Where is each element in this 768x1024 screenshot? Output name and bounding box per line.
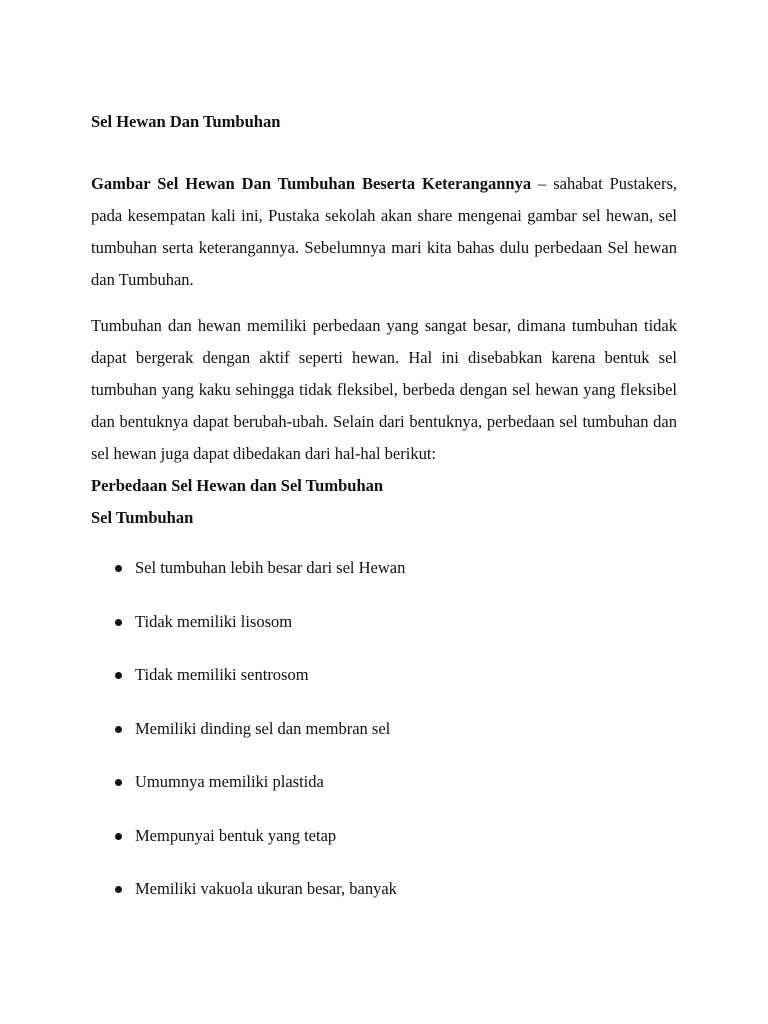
list-item	[91, 552, 677, 606]
list-item	[91, 820, 677, 874]
list-item	[91, 713, 677, 767]
list-item-text: Memiliki dinding sel dan membran sel	[135, 718, 391, 738]
bullet-icon	[115, 833, 122, 840]
list-item-text: Tidak memiliki sentrosom	[135, 665, 309, 684]
list-item	[91, 606, 677, 660]
bullet-icon	[115, 886, 122, 893]
list-item-text: Mempunyai bentuk yang tetap	[135, 825, 337, 845]
intro-paragraph	[91, 168, 677, 296]
bullet-icon	[115, 726, 122, 733]
bullet-icon	[115, 779, 122, 786]
section-heading: Perbedaan Sel Hewan dan Sel Tumbuhan	[91, 476, 384, 495]
bullet-icon	[115, 619, 122, 626]
body-paragraph: Tumbuhan dan hewan memiliki perbedaan yang sangat besar, dimana tumbuhan tidak dapat bergerak dengan aktif seperti hewan. Hal ini disebabkan karena bentuk sel tumbuhan yang kaku sehingga tidak fleksibel, berbeda dengan sel hewan yang fleksibel dan bentuknya dapat berubah-ubah. Selain dari bentuknya, perbedaan sel tumbuhan dan sel hewan juga dapat dibedakan dari hal-hal berikut:	[91, 316, 677, 463]
intro-bold-lead: Gambar Sel Hewan Dan Tumbuhan Beserta Keterangannya	[91, 174, 532, 193]
document-title: Sel Hewan Dan Tumbuhan	[91, 112, 281, 131]
bullet-icon	[115, 565, 122, 572]
list-item-text: Tidak memiliki lisosom	[135, 611, 293, 631]
list-item-text: Umumnya memiliki plastida	[135, 772, 324, 791]
bullet-icon	[115, 672, 122, 679]
bullet-list	[91, 552, 677, 927]
list-item-text: Memiliki vakuola ukuran besar, banyak	[135, 879, 397, 898]
list-item	[91, 873, 677, 927]
intro-text: – sahabat Pustakers, pada kesempatan kali ini, Pustaka sekolah akan share mengenai gambar sel hewan, sel tumbuhan serta keterangannya. Sebelumnya mari kita bahas dulu perbedaan Sel hewan dan Tumbuhan.	[91, 174, 677, 289]
list-item-text: Sel tumbuhan lebih besar dari sel Hewan	[135, 558, 406, 577]
list-item	[91, 766, 677, 820]
subsection-heading: Sel Tumbuhan	[91, 508, 194, 527]
list-item	[91, 659, 677, 713]
document-content	[91, 110, 677, 927]
